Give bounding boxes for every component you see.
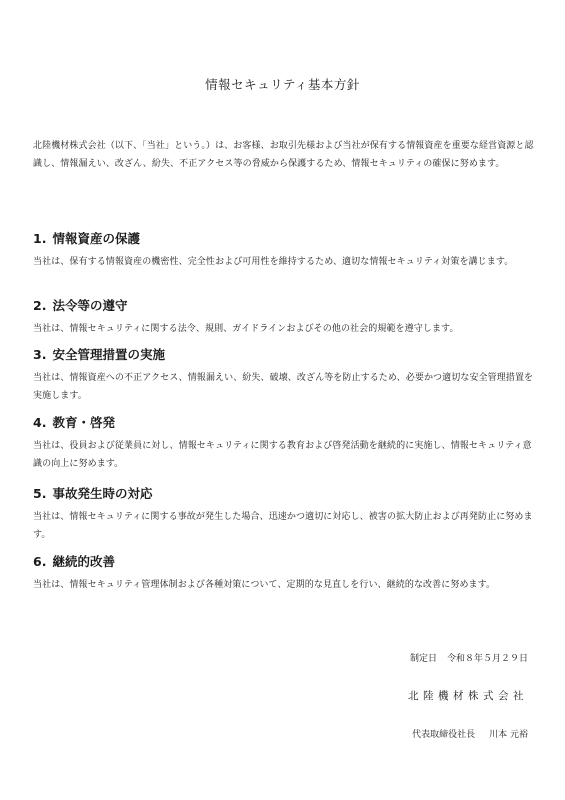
section-heading — [33, 345, 538, 365]
section-heading — [33, 413, 538, 433]
policy-section-4 — [33, 413, 538, 473]
section-body: 当社は、情報セキュリティに関する法令、規則、ガイドラインおよびその他の社会的規範を遵守します。 — [33, 324, 459, 334]
section-title: 継続的改善 — [52, 554, 115, 569]
section-body: 当社は、情報セキュリティ管理体制および各種対策について、定期的な見直しを行い、継続的な改善に努めます。 — [33, 580, 496, 590]
section-number: 5. — [33, 486, 47, 501]
section-number: 2. — [33, 298, 47, 313]
section-title: 情報資産の保護 — [52, 231, 140, 246]
enacted-label: 制定日 — [409, 654, 437, 664]
policy-section-3 — [33, 345, 538, 405]
section-title: 事故発生時の対応 — [52, 486, 153, 501]
section-body: 当社は、情報資産への不正アクセス、情報漏えい、紛失、破壊、改ざん等を防止するため、必要かつ適切な安全管理措置を実施します。 — [33, 373, 534, 401]
section-heading — [33, 296, 538, 316]
intro-paragraph: 北陸機材株式会社（以下、「当社」という。）は、お客様、お取引先様および当社が保有する情報資産を重要な経営資源と認識し、情報漏えい、改ざん、紛失、不正アクセス等の脅威から保護するため、情報セキュリティの確保に努めます。 — [33, 141, 534, 169]
section-body: 当社は、役員および従業員に対し、情報セキュリティに関する教育および啓発活動を継続的に実施し、情報セキュリティ意識の向上に努めます。 — [33, 441, 532, 469]
policy-section-5 — [33, 484, 538, 544]
company-name: 北陸機材株式会社 — [408, 690, 528, 702]
policy-section-2 — [33, 296, 538, 338]
section-title: 安全管理措置の実施 — [52, 347, 165, 362]
section-body: 当社は、情報セキュリティに関する事故が発生した場合、迅速かつ適切に対応し、被害の拡大防止および再発防止に努めます。 — [33, 512, 533, 540]
section-heading — [33, 484, 538, 504]
section-number: 3. — [33, 347, 47, 362]
policy-section-1 — [33, 229, 538, 271]
section-number: 1. — [33, 231, 47, 246]
section-number: 4. — [33, 415, 47, 430]
representative-title: 代表取締役社長 — [412, 730, 476, 740]
section-number: 6. — [33, 554, 47, 569]
section-body: 当社は、保有する情報資産の機密性、完全性および可用性を維持するため、適切な情報セキュリティ対策を講じます。 — [33, 257, 514, 267]
document-title: 情報セキュリティ基本方針 — [205, 77, 360, 92]
enactment-date-line — [410, 651, 528, 664]
policy-section-6 — [33, 552, 538, 594]
section-heading — [33, 552, 538, 572]
representative-name: 川本 元裕 — [489, 730, 528, 740]
section-title: 法令等の遵守 — [52, 298, 128, 313]
section-heading — [33, 229, 538, 249]
section-title: 教育・啓発 — [52, 415, 115, 430]
representative-line — [412, 727, 528, 740]
enacted-date: 令和８年５月２９日 — [446, 654, 528, 664]
